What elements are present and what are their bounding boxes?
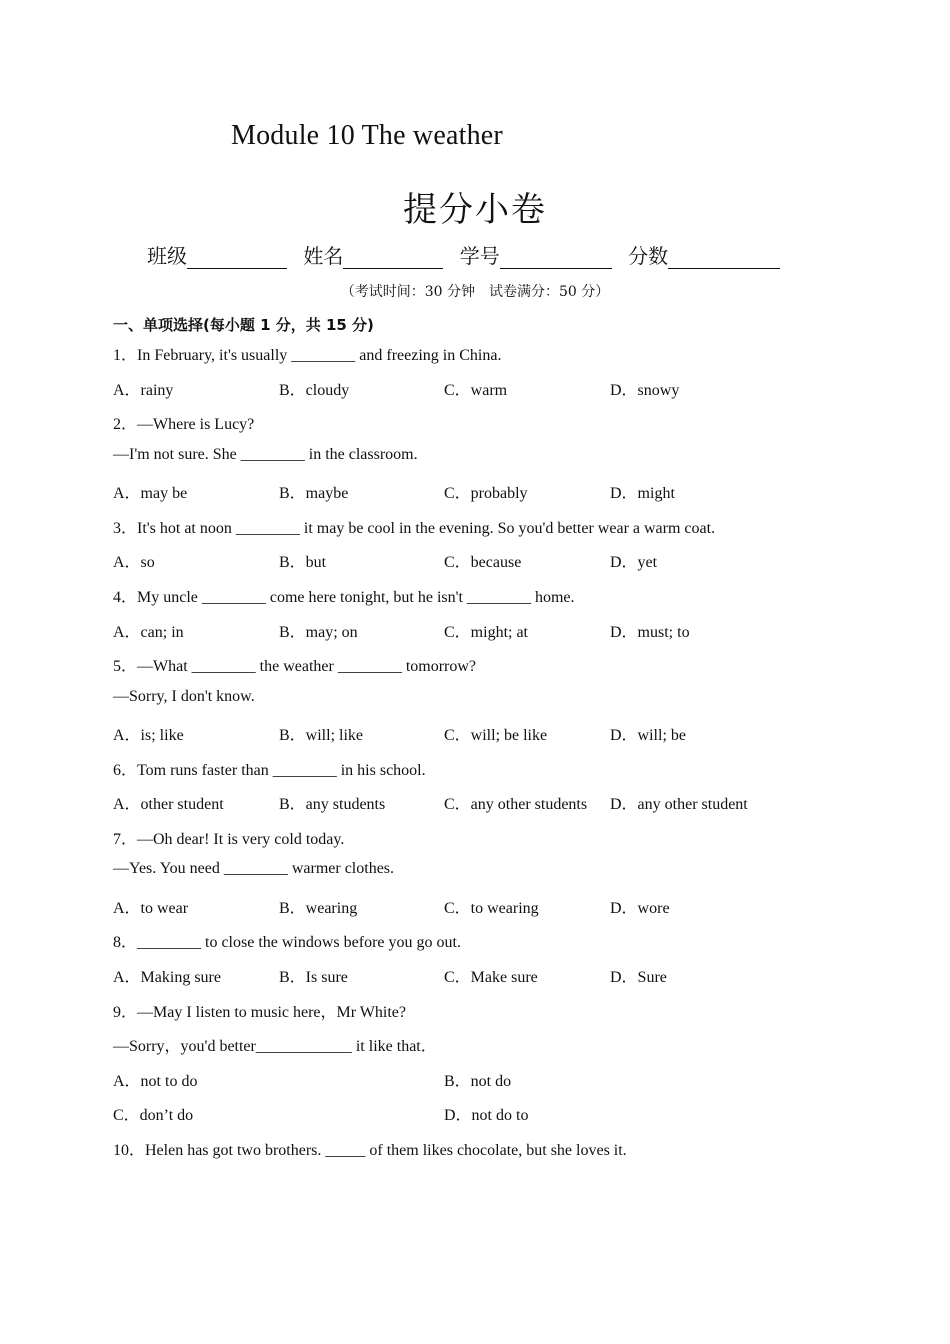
question-7-stem: 7．—Oh dear! It is very cold today. [113,831,345,848]
name-label: 姓名 [303,244,344,268]
score-label: 分数 [628,244,669,268]
question-6-option-d: D．any other student [610,796,748,813]
question-8-option-c: C．Make sure [444,969,538,986]
question-1-option-c: C．warm [444,382,508,399]
question-2-stem: 2．—Where is Lucy? [113,416,255,433]
question-1-stem: 1．In February, it's usually ________ and freezing in China. [113,347,502,364]
question-8-stem: 8．________ to close the windows before you go out. [113,934,461,951]
id-label: 学号 [459,244,500,268]
question-9-option-b: B．not do [444,1073,512,1090]
question-8-option-a: A．Making sure [113,969,221,986]
question-4-stem: 4．My uncle ________ come here tonight, but he isn't ________ home. [113,589,575,606]
question-2-option-c: C．probably [444,485,528,502]
exam-info: （考试时间：30 分钟 试卷满分：50 分） [340,284,610,300]
page-title: 提分小卷 [403,190,547,230]
question-8-option-d: D．Sure [610,969,667,986]
question-3-option-c: C．because [444,554,522,571]
question-1-option-b: B．cloudy [279,382,350,399]
question-5-stem: 5．—What ________ the weather ________ tomorrow? [113,658,477,675]
question-7-option-c: C．to wearing [444,900,539,917]
question-1-option-d: D．snowy [610,382,680,399]
question-3-option-b: B．but [279,554,327,571]
score-blank [668,248,780,269]
question-2-stem-reply: —I'm not sure. She ________ in the classroom. [113,446,418,463]
question-7-option-b: B．wearing [279,900,358,917]
question-9-option-c: C．don’t do [113,1107,194,1124]
question-4-option-c: C．might; at [444,624,529,641]
student-info-row [147,240,780,269]
name-blank [343,248,443,269]
module-title: Module 10 The weather [231,120,503,151]
question-7-option-d: D．wore [610,900,670,917]
question-7-option-a: A．to wear [113,900,189,917]
question-5-stem-reply: —Sorry, I don't know. [113,688,255,705]
question-6-option-c: C．any other students [444,796,588,813]
question-7-stem-reply: —Yes. You need ________ warmer clothes. [113,860,395,877]
section-heading: 一、单项选择(每小题 1 分，共 15 分) [113,316,374,334]
class-blank [187,248,287,269]
question-5-option-c: C．will; be like [444,727,548,744]
question-9-stem-reply: —Sorry，you'd better____________ it like that． [113,1038,437,1055]
question-10-stem: 10．Helen has got two brothers. _____ of them likes chocolate, but she loves it. [113,1142,627,1159]
question-6-stem: 6．Tom runs faster than ________ in his school. [113,762,426,779]
question-8-option-b: B．Is sure [279,969,348,986]
question-6-option-b: B．any students [279,796,386,813]
question-3-option-d: D．yet [610,554,658,571]
question-5-option-b: B．will; like [279,727,364,744]
question-4-option-d: D．must; to [610,624,690,641]
class-label: 班级 [147,244,187,268]
question-9-stem: 9．—May I listen to music here，Mr White? [113,1004,406,1021]
question-3-option-a: A．so [113,554,155,571]
question-5-option-a: A．is; like [113,727,184,744]
question-9-option-a: A．not to do [113,1073,198,1090]
question-5-option-d: D．will; be [610,727,686,744]
question-1-option-a: A．rainy [113,382,174,399]
question-3-stem: 3．It's hot at noon ________ it may be cool in the evening. So you'd better wear a warm coat. [113,520,716,537]
question-4-option-b: B．may; on [279,624,358,641]
question-2-option-b: B．maybe [279,485,349,502]
question-4-option-a: A．can; in [113,624,184,641]
question-2-option-d: D．might [610,485,675,502]
question-6-option-a: A．other student [113,796,224,813]
question-9-option-d: D．not do to [444,1107,529,1124]
question-2-option-a: A．may be [113,485,188,502]
id-blank [500,248,612,269]
